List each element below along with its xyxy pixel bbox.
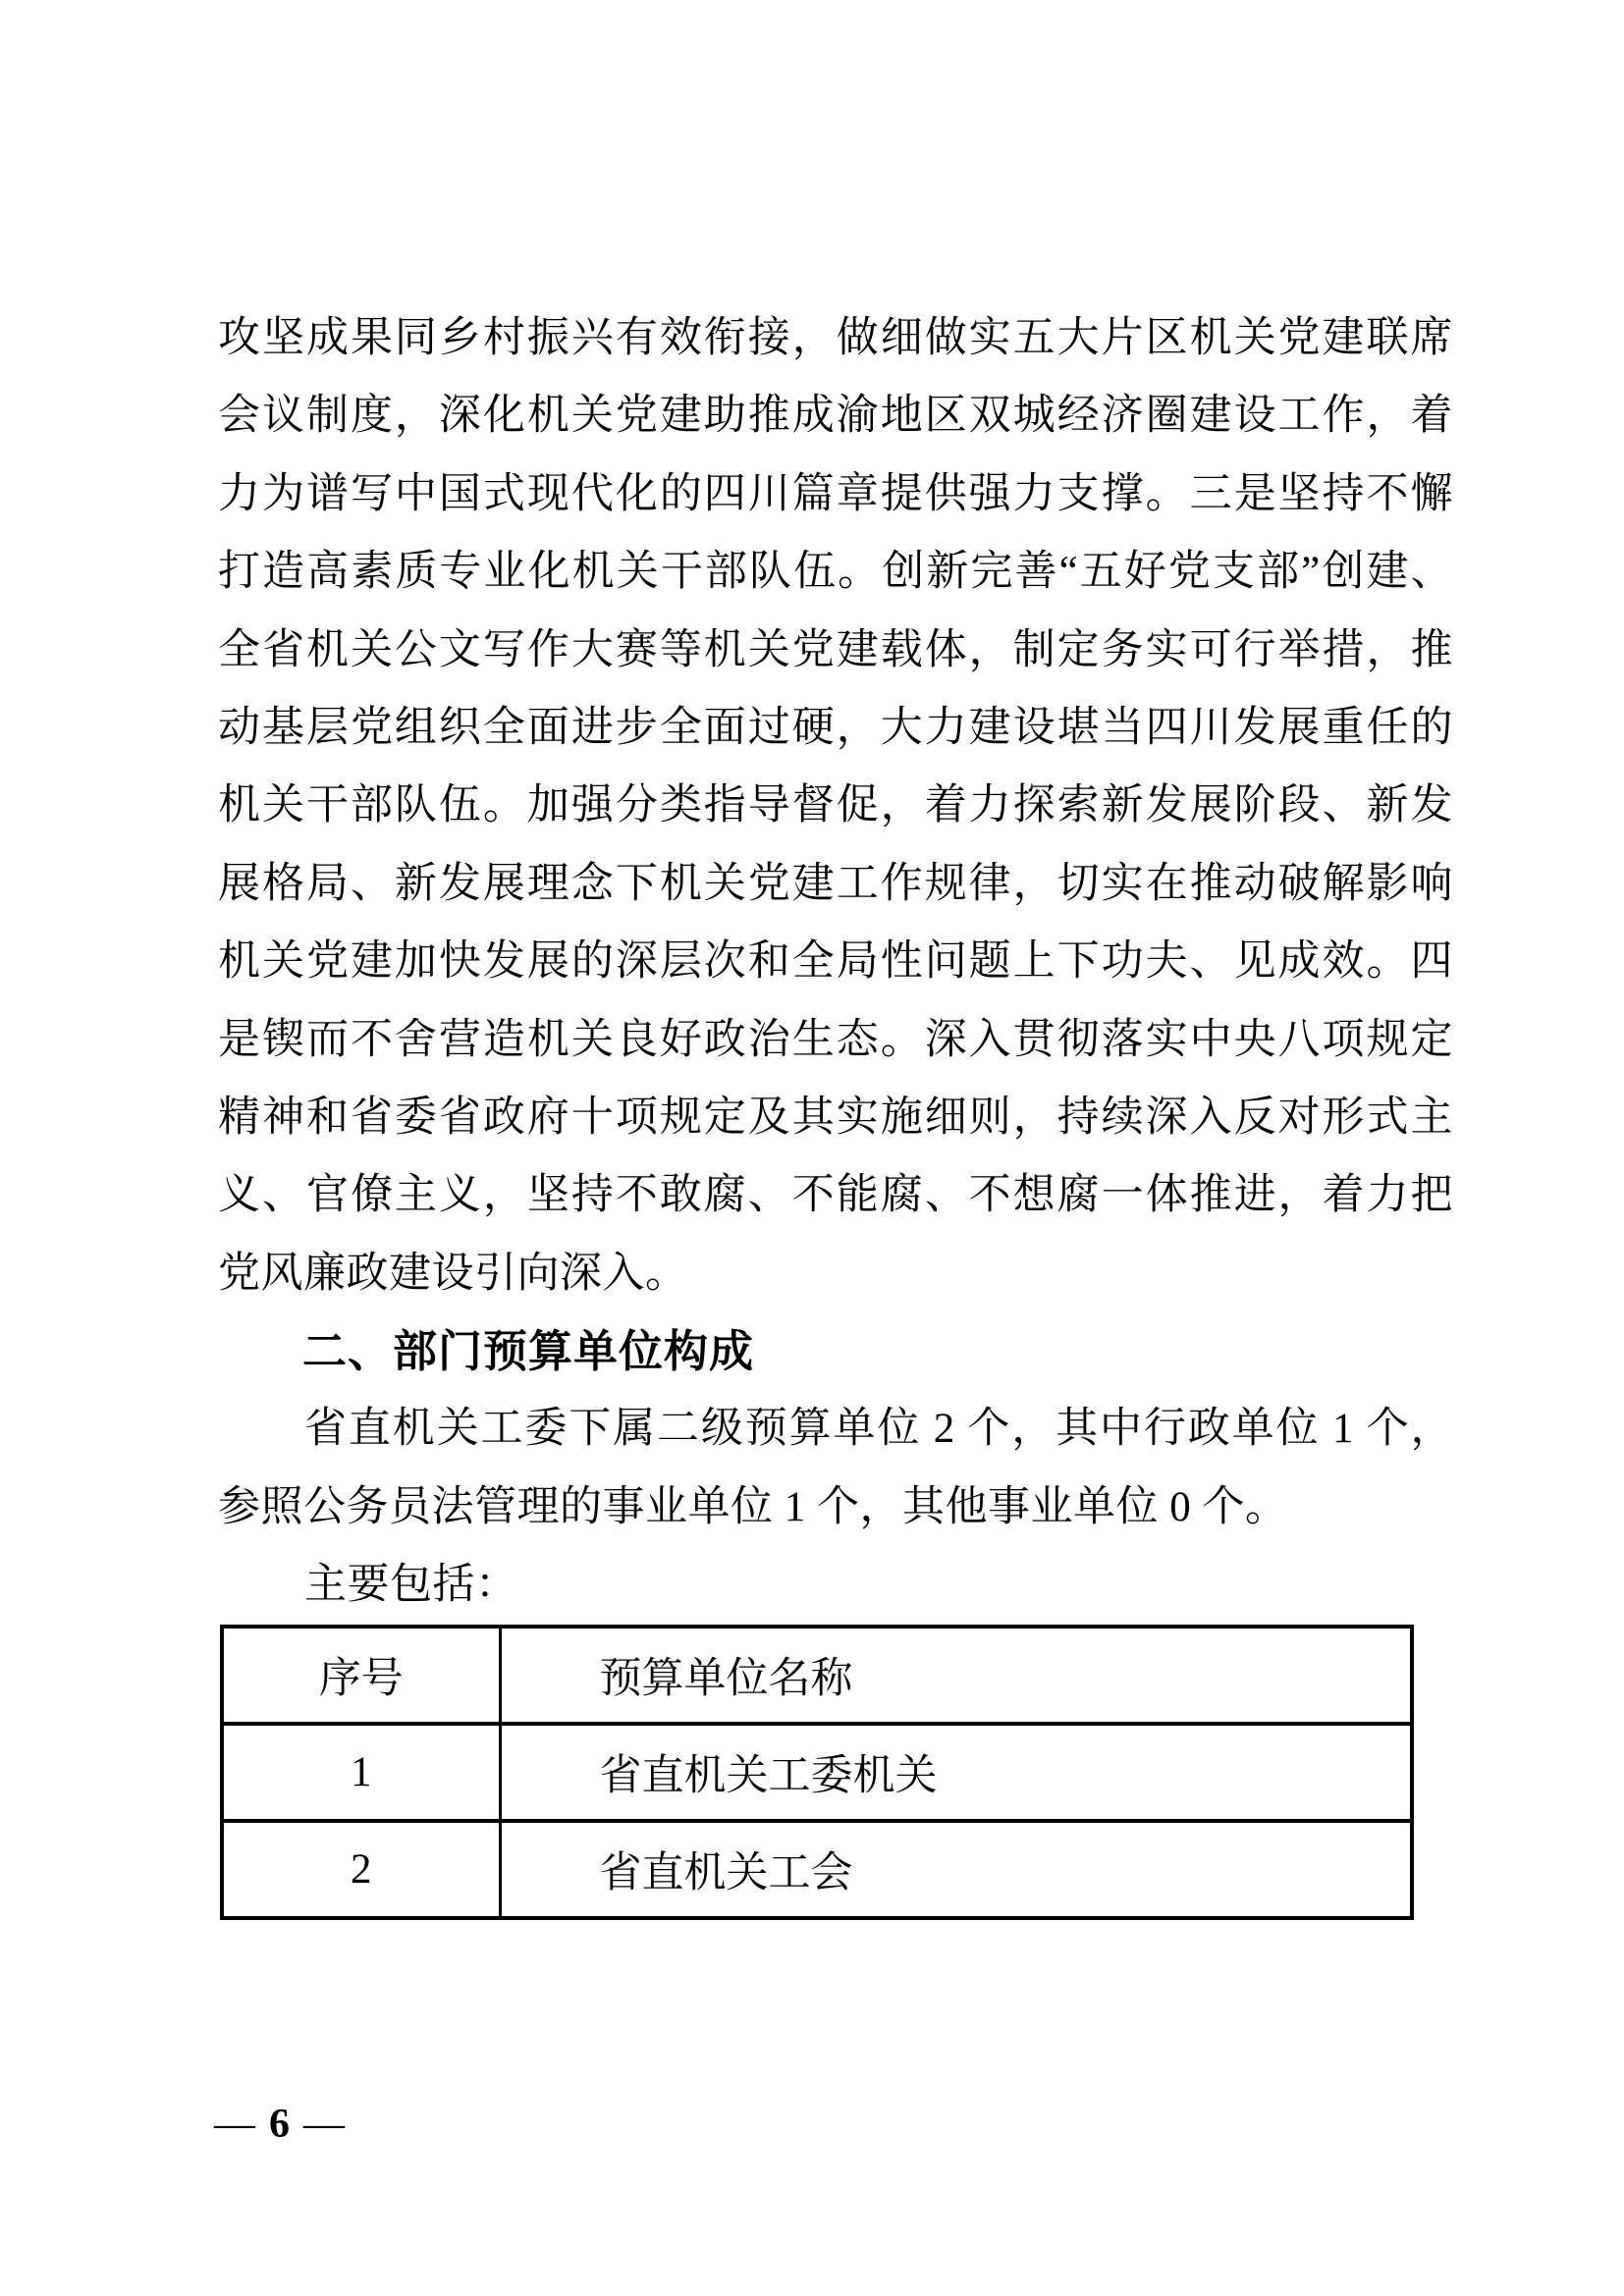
page-number xyxy=(214,2101,345,2148)
row-index: 1 xyxy=(222,1724,500,1821)
unit-name: 省直机关工委机关 xyxy=(500,1724,1412,1821)
paragraph-line: 机关干部队伍。加强分类指导督促，着力探索新发展阶段、新发 xyxy=(218,782,1453,829)
paragraph-line: 会议制度，深化机关党建助推成渝地区双城经济圈建设工作，着 xyxy=(218,393,1453,440)
section-heading: 二、部门预算单位构成 xyxy=(302,1326,755,1377)
table-header-row xyxy=(222,1627,1412,1724)
budget-units-table xyxy=(220,1625,1414,1920)
paragraph-line: 省直机关工委下属二级预算单位 2 个，其中行政单位 1 个， xyxy=(304,1406,1453,1453)
footer-left-dash: — xyxy=(214,2102,255,2147)
table-row xyxy=(222,1724,1412,1821)
paragraph-line: 是锲而不舍营造机关良好政治生态。深入贯彻落实中央八项规定 xyxy=(218,1016,1453,1063)
paragraph-line: 动基层党组织全面进步全面过硬，大力建设堪当四川发展重任的 xyxy=(218,704,1453,751)
paragraph-line: 全省机关公文写作大赛等机关党建载体，制定务实可行举措，推 xyxy=(218,626,1453,673)
paragraph-line: 义、官僚主义，坚持不敢腐、不能腐、不想腐一体推进，着力把 xyxy=(218,1172,1453,1219)
row-index: 2 xyxy=(222,1821,500,1918)
paragraph-line: 机关党建加快发展的深层次和全局性问题上下功夫、见成效。四 xyxy=(218,938,1453,986)
paragraph-line: 参照公务员法管理的事业单位 1 个，其他事业单位 0 个。 xyxy=(218,1483,1288,1530)
table-intro: 主要包括： xyxy=(304,1562,518,1609)
paragraph-line: 党风廉政建设引向深入。 xyxy=(218,1250,688,1297)
paragraph-line: 展格局、新发展理念下机关党建工作规律，切实在推动破解影响 xyxy=(218,860,1453,907)
paragraph-line: 精神和省委省政府十项规定及其实施细则，持续深入反对形式主 xyxy=(218,1094,1453,1141)
paragraph-line: 攻坚成果同乡村振兴有效衔接，做细做实五大片区机关党建联席 xyxy=(218,315,1453,361)
paragraph-line: 打造高素质专业化机关干部队伍。创新完善“五好党支部”创建、 xyxy=(218,549,1453,596)
unit-name: 省直机关工会 xyxy=(500,1821,1412,1918)
footer-right-dash: — xyxy=(303,2102,345,2147)
col-header-index: 序号 xyxy=(222,1627,500,1724)
text-column xyxy=(218,299,1453,1920)
footer-number: 6 xyxy=(269,2102,290,2147)
paragraph-line: 力为谱写中国式现代化的四川篇章提供强力支撑。三是坚持不懈 xyxy=(218,470,1453,517)
table-row xyxy=(222,1821,1412,1918)
col-header-unit-name: 预算单位名称 xyxy=(500,1627,1412,1724)
